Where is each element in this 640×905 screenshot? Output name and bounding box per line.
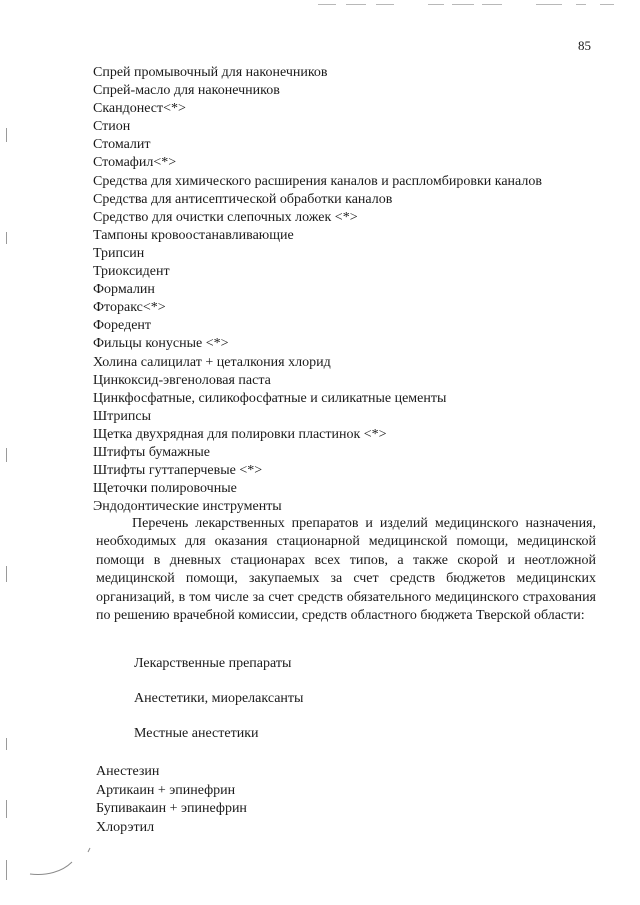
list-item: Холина салицилат + цеталкония хлорид [93,354,331,370]
scan-artifact [6,800,7,818]
list-item: Средства для антисептической обработки каналов [93,191,393,207]
drug-item: Бупивакаин + эпинефрин [96,801,247,816]
list-item: Стион [93,119,131,135]
list-item: Триоксидент [93,264,170,280]
section-heading-local-anesthetics: Местные анестетики [134,726,259,741]
scan-artifact [600,4,614,5]
list-item: Тампоны кровоостанавливающие [93,227,294,243]
scan-artifact [6,738,7,750]
scan-artifact [6,860,7,880]
scan-artifact [536,4,562,5]
list-item: Цинкоксид-эвгеноловая паста [93,372,271,388]
list-item: Штрипсы [93,408,152,424]
scan-artifact [28,846,98,882]
drug-item: Артикаин + эпинефрин [96,782,236,798]
list-item: Щетка двухрядная для полировки пластинок <*> [93,426,387,442]
item-list [93,64,613,516]
list-item: Спрей-масло для наконечников [93,83,280,99]
scan-artifact [376,4,394,5]
scan-artifact [318,4,336,5]
list-item: Фторакс<*> [93,300,166,316]
drug-list [96,763,247,837]
list-item: Эндодонтические инструменты [93,499,282,515]
list-item: Средства для химического расширения каналов и распломбировки каналов [93,173,542,189]
scan-artifact [452,4,474,5]
list-item: Форедент [93,318,152,334]
page-number: 85 [578,38,591,53]
scan-artifact [6,566,7,582]
section-heading-drugs: Лекарственные препараты [134,656,292,671]
list-item: Средство для очистки слепочных ложек <*> [93,209,358,225]
drug-item: Анестезин [96,764,160,779]
list-item: Фильцы конусные <*> [93,336,229,352]
list-item: Стомафил<*> [93,155,177,171]
list-item: Трипсин [93,245,145,261]
scan-artifact [6,232,7,244]
list-item: Спрей промывочный для наконечников [93,65,328,80]
scan-artifact [482,4,502,5]
list-item: Щеточки полировочные [93,481,237,497]
list-item: Штифты гуттаперчевые <*> [93,463,263,479]
scan-artifact [576,4,586,5]
list-item: Формалин [93,282,155,298]
scan-artifact [6,128,7,142]
section-heading-anesthetics: Анестетики, миорелаксанты [134,691,304,706]
drug-item: Хлорэтил [96,819,155,835]
list-item: Цинкфосфатные, силикофосфатные и силикатные цементы [93,390,447,406]
scan-artifact [428,4,444,5]
list-item: Скандонест<*> [93,101,186,117]
list-item: Штифты бумажные [93,444,210,460]
intro-paragraph: Перечень лекарственных препаратов и изделий медицинского назначения, необходимых для оказания стационарной медицинской помощи, медицинской помощи в дневных стационарах всех типов, а также скорой и неотложной медицинской помощи, закупаемых за счет средств бюджетов медицинских организаций, в том числе за счет средств обязательного медицинского страхования по решению врачебной комиссии, средств областного бюджета Тверской области: [96,516,596,624]
scan-artifact [346,4,366,5]
scan-artifact [6,448,7,462]
list-item: Стомалит [93,137,151,153]
